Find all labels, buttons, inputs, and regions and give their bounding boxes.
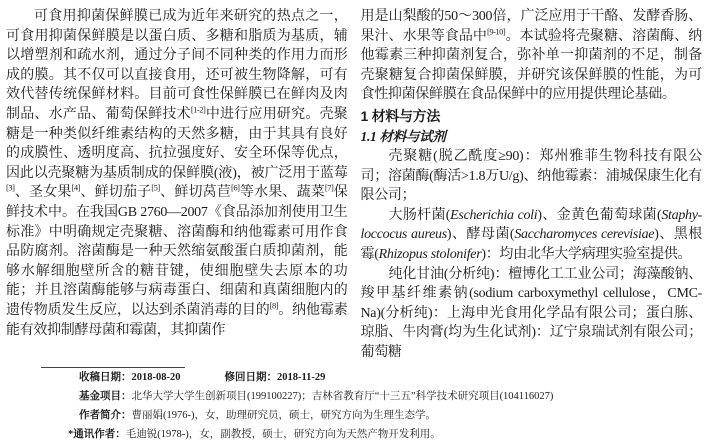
- citation-ref: [5]: [151, 182, 160, 193]
- revised-group: [225, 372, 326, 383]
- footnote-block: [6, 367, 702, 444]
- corresponding-author-label: *通讯作者：: [68, 428, 126, 440]
- citation-ref: [1-2]: [190, 104, 206, 115]
- corresponding-author-text: 毛迪锐(1978-)，女，副教授，硕士，研究方向为天然产物开发利用。: [125, 428, 441, 440]
- text-segment: 用是山梨酸的50～300倍，广泛应用于干酪、发酵香肠、果汁、水果等食品中: [360, 9, 702, 44]
- text-segment: 大肠杆菌(: [388, 207, 451, 223]
- two-column-body: [6, 7, 702, 363]
- species-name-rstolonifer: Rhizopus stolonifer: [378, 246, 482, 262]
- citation-ref: [3]: [6, 182, 15, 193]
- strains-paragraph: [361, 206, 703, 265]
- intro-paragraph-continued: [361, 7, 703, 105]
- received-date-label: 收稿日期：: [79, 371, 132, 383]
- author-bio-text: 曹丽娟(1976-)，女，助理研究员，硕士，研究方向为生理生态学。: [131, 409, 436, 421]
- species-name-scerevisiae: Saccharomyces cerevisiae: [514, 227, 655, 243]
- subsection-heading-materials-reagents: 1.1 材料与试剂: [360, 128, 446, 144]
- dates-line: [6, 368, 702, 387]
- revised-date-label: 修回日期：: [224, 371, 277, 383]
- text-segment: 、鲜切茄子: [79, 185, 152, 201]
- reagents-paragraph: 壳聚糖(脱乙酰度≥90)：郑州雅菲生物科技有限公司；溶菌酶(酶活>1.8万U/g)、纳他霉素：浦城保康生化有限公司；: [360, 148, 702, 204]
- chemicals-paragraph: 纯化甘油(分析纯)：檀博化工工业公司；海藻酸钠、羧甲基纤维素钠(sodium carboxymethyl cellulose，CMC-Na)(分析纯)：上海申光食用化学品有限公司；蛋白胨、琼脂、牛肉膏(均为生化试剂)：辽宁泉瑞试剂有限公司；葡萄糖: [360, 266, 702, 360]
- species-name-saureus: Staphy-loccocus aureus: [360, 207, 703, 243]
- text-segment: 等水果、蔬菜: [239, 185, 325, 201]
- text-segment: )、黑根霉(: [360, 227, 702, 262]
- text-segment: )、酵母菌(: [446, 227, 515, 243]
- revised-date-value: 2018-11-29: [277, 371, 326, 383]
- fund-text: 北华大学大学生创新项目(199100227)；吉林省教育厅“十三五”科学技术研究项目(104116027): [131, 390, 554, 402]
- text-segment: )、金黄色葡萄球菌(: [537, 207, 662, 223]
- citation-ref: [8]: [269, 300, 279, 311]
- fund-label: 基金项目：: [79, 390, 132, 402]
- text-segment: 。纳他霉素能有效抑制酵母菌和霉菌，其抑菌作: [6, 302, 348, 338]
- text-segment: 、鲜切莴苣: [159, 185, 232, 201]
- citation-ref: [7]: [324, 182, 334, 193]
- species-name-ecoli: Escherichia coli: [450, 207, 538, 223]
- text-segment: 可食用抑菌保鲜膜已成为近年来研究的热点之一，可食用抑菌保鲜膜是以蛋白质、多糖和脂质为基质，辅以增塑剂和疏水剂，通过分子间不同种类的作用力而形成的膜。其不仅可以直接食用，还可被生物降解，可有效代替传统保鲜材料。目前可食性保鲜膜已在鲜肉及肉制品、水产品、葡萄保鲜技术: [6, 9, 348, 122]
- right-column: [361, 7, 703, 363]
- text-segment: 保鲜技术中。在我国GB 2760—2007《食品添加剂使用卫生标准》中明确规定壳聚糖、溶菌酶和纳他霉素可用作食品防腐剂。溶菌酶是一种天然缩氨酸蛋白质抑菌剂，能够水解细胞壁所含的糖苷键，使细胞壁失去原本的功能；并且溶菌酶能够与病毒蛋白、细菌和真菌细胞内的遗传物质发生反应，以达到杀菌消毒的目的: [6, 185, 348, 318]
- text-segment: )：均由北华大学病理实验室提供。: [481, 246, 692, 262]
- text-segment: 、圣女果: [14, 185, 72, 201]
- citation-ref: [6]: [231, 182, 240, 193]
- section-heading-materials-methods: 1 材料与方法: [360, 107, 441, 124]
- citation-ref: [4]: [71, 182, 80, 193]
- text-segment: 中进行应用研究。壳聚糖是一种类似纤维素结构的天然多糖，由于其具有良好的成膜性、透明度高、抗拉强度好、安全环保等优点，因此以壳聚糖为基质制成的保鲜膜(液)，被广泛用于蓝莓: [6, 106, 348, 181]
- intro-paragraph: [6, 7, 348, 340]
- fund-line: [6, 387, 702, 406]
- text-segment: 。本试验将壳聚糖、溶菌酶、纳他霉素三种抑菌剂复合，弥补单一抑菌剂的不足，制备壳聚糖复合抑菌保鲜膜，并研究该保鲜膜的性能，为可食性抑菌保鲜膜在食品保鲜中的应用提供理论基础。: [360, 28, 702, 103]
- author-bio-label: 作者简介：: [79, 409, 132, 421]
- citation-ref: [9-10]: [486, 25, 506, 36]
- author-bio-line: [6, 406, 702, 425]
- corresponding-author-line: [6, 425, 702, 444]
- received-date-value: 2018-08-20: [131, 371, 181, 383]
- left-column: [6, 7, 348, 363]
